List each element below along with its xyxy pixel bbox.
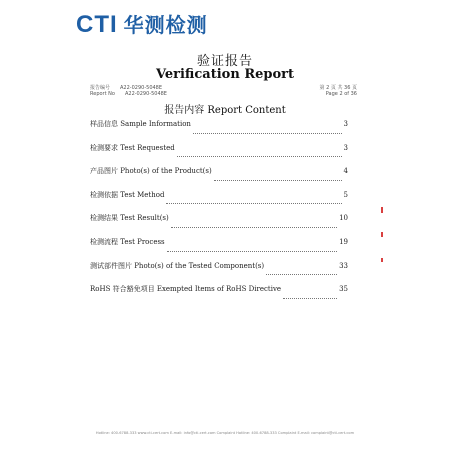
toc-entry[interactable] bbox=[90, 237, 348, 261]
toc-entry-page: 35 bbox=[339, 285, 348, 294]
company-logo bbox=[76, 10, 208, 40]
logo-brand-text: CTI bbox=[76, 11, 118, 38]
toc-dot-leader bbox=[214, 180, 342, 181]
report-number-label-en: Report No bbox=[90, 91, 115, 97]
toc-entry[interactable] bbox=[90, 261, 348, 285]
report-title-chinese: 验证报告 bbox=[196, 54, 253, 69]
toc-entry-label: 测试部件图片 Photo(s) of the Tested Component(s) bbox=[90, 261, 265, 270]
toc-entry[interactable] bbox=[90, 166, 348, 190]
toc-entry-page: 33 bbox=[339, 261, 348, 270]
page-edge-marker bbox=[381, 207, 383, 213]
page-number-en: Page 2 of 36 bbox=[325, 91, 357, 97]
toc-entry-label: 检测要求 Test Requested bbox=[90, 143, 175, 152]
toc-entry-label: 检测流程 Test Process bbox=[90, 237, 165, 246]
report-title-english: Verification Report bbox=[155, 67, 295, 82]
toc-entry-label: RoHS 符合豁免项目 Exempted Items of RoHS Directive bbox=[90, 285, 282, 294]
toc-entry-label: 检测依据 Test Method bbox=[90, 190, 165, 199]
toc-dot-leader bbox=[171, 227, 337, 228]
toc-entry[interactable] bbox=[90, 213, 348, 237]
page-number-cn: 第 2 页 共 36 页 bbox=[319, 85, 357, 91]
toc-entry-label: 产品图片 Photo(s) of the Product(s) bbox=[90, 167, 212, 176]
toc-dot-leader bbox=[167, 251, 337, 252]
toc-dot-leader bbox=[166, 203, 341, 204]
toc-entry[interactable] bbox=[90, 284, 348, 308]
toc-entry[interactable] bbox=[90, 119, 348, 143]
toc-entry-label: 样品信息 Sample Information bbox=[90, 120, 191, 128]
page-edge-marker bbox=[381, 232, 383, 237]
page-footer: Hotline: 400-6788-333 www.cti-cert.com E-mail: info@cti-cert.com Complaint Hotline: 400-6788-333 Complaint E-mail: complaint@cti-cert.com bbox=[95, 431, 355, 435]
toc-entry[interactable] bbox=[90, 143, 348, 167]
toc-dot-leader bbox=[177, 156, 342, 157]
toc-entry-page: 19 bbox=[339, 237, 348, 246]
page-number-block bbox=[320, 85, 358, 97]
toc-entry-page: 3 bbox=[343, 143, 348, 152]
toc-dot-leader bbox=[283, 298, 337, 299]
report-number-value-en: A22-0290-5048E bbox=[124, 91, 167, 97]
toc-entry-page: 5 bbox=[343, 190, 348, 199]
report-number-label: 报告编号 bbox=[90, 85, 111, 91]
toc-entry-page: 4 bbox=[343, 167, 348, 176]
logo-chinese-text: 华测检测 bbox=[123, 13, 208, 37]
table-of-contents bbox=[90, 119, 348, 308]
toc-entry[interactable] bbox=[90, 190, 348, 214]
toc-entry-label: 检测结果 Test Result(s) bbox=[90, 214, 169, 223]
report-number-block bbox=[90, 85, 167, 97]
toc-entry-page: 10 bbox=[339, 214, 348, 223]
toc-entry-page: 3 bbox=[343, 120, 348, 128]
report-number-value: A22-0290-5048E bbox=[120, 85, 163, 91]
page-edge-marker bbox=[381, 258, 383, 262]
toc-dot-leader bbox=[193, 133, 342, 134]
report-content-heading: 报告内容 Report Content bbox=[164, 105, 286, 116]
toc-dot-leader bbox=[266, 274, 337, 275]
